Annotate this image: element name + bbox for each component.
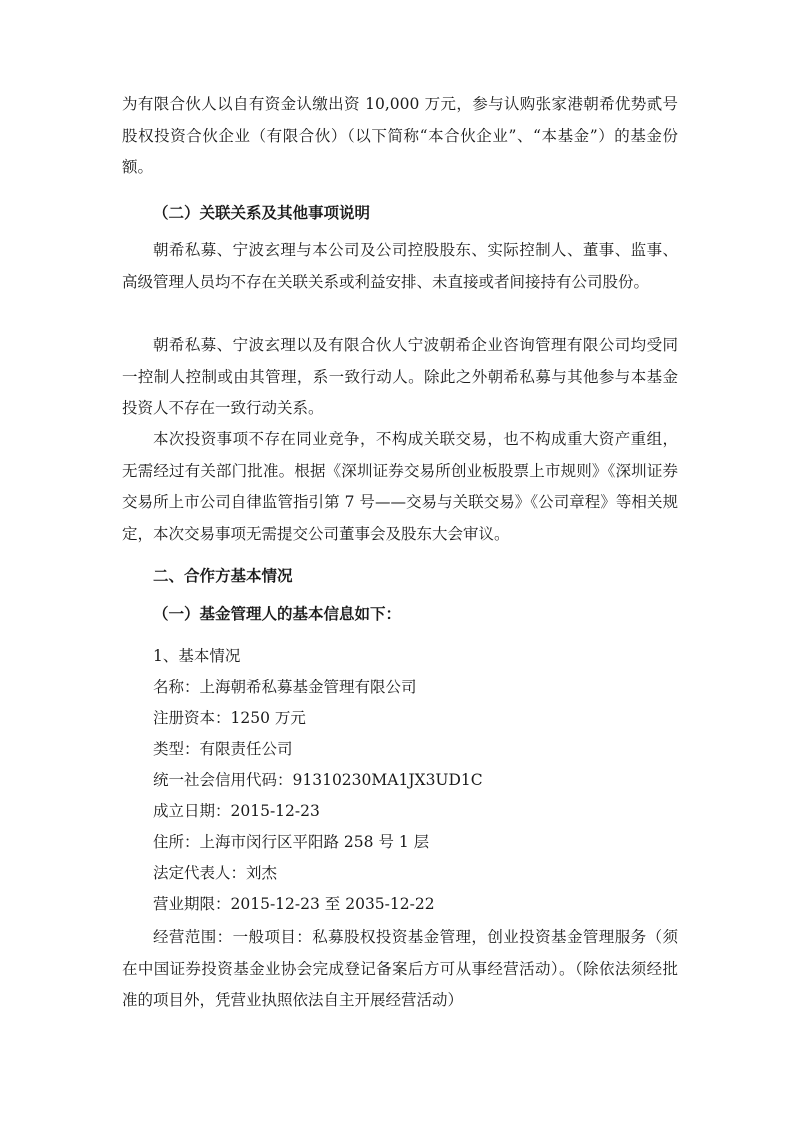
paragraph-concerted-action: 朝希私募、宁波玄理以及有限合伙人宁波朝希企业咨询管理有限公司均受同一控制人控制或由其管理，系一致行动人。除此之外朝希私募与其他参与本基金投资人不存在一致行动关系。 (122, 336, 678, 417)
heading-related-relationship: （二）关联关系及其他事项说明 (153, 203, 371, 222)
paragraph-no-related-party: 朝希私募、宁波玄理与本公司及公司控股股东、实际控制人、董事、监事、高级管理人员均不存在关联关系或利益安排、未直接或者间接持有公司股份。 (122, 241, 678, 291)
company-address: 住所：上海市闵行区平阳路 258 号 1 层 (153, 833, 430, 851)
basic-info-title: 1、基本情况 (153, 647, 241, 665)
company-name: 名称：上海朝希私募基金管理有限公司 (153, 678, 417, 696)
legal-representative: 法定代表人：刘杰 (153, 864, 278, 882)
established-date: 成立日期：2015-12-23 (153, 802, 320, 820)
credit-code: 统一社会信用代码：91310230MA1JX3UD1C (153, 771, 483, 789)
heading-partner-basic-info: 二、合作方基本情况 (153, 566, 293, 585)
business-scope: 经营范围：一般项目：私募股权投资基金管理，创业投资基金管理服务（须在中国证券投资基金业协会完成登记备案后方可从事经营活动）。（除依法须经批准的项目外，凭营业执照依法自主开展经营活动） (122, 928, 678, 1009)
registered-capital: 注册资本：1250 万元 (153, 709, 306, 727)
paragraph-no-competition: 本次投资事项不存在同业竞争，不构成关联交易，也不构成重大资产重组，无需经过有关部门批准。根据《深圳证券交易所创业板股票上市规则》《深圳证券交易所上市公司自律监管指引第 7 号——交易与关联交易》《公司章程》等相关规定，本次交易事项无需提交公司董事会及股东大会审议。 (122, 430, 678, 543)
business-term: 营业期限：2015-12-23 至 2035-12-22 (153, 895, 435, 913)
company-type: 类型：有限责任公司 (153, 740, 293, 758)
heading-fund-manager-info: （一）基金管理人的基本信息如下： (153, 604, 402, 623)
paragraph-fund-subscription: 为有限合伙人以自有资金认缴出资 10,000 万元，参与认购张家港朝希优势贰号股权投资合伙企业（有限合伙）（以下简称“本合伙企业”、“本基金”）的基金份额。 (122, 95, 678, 176)
